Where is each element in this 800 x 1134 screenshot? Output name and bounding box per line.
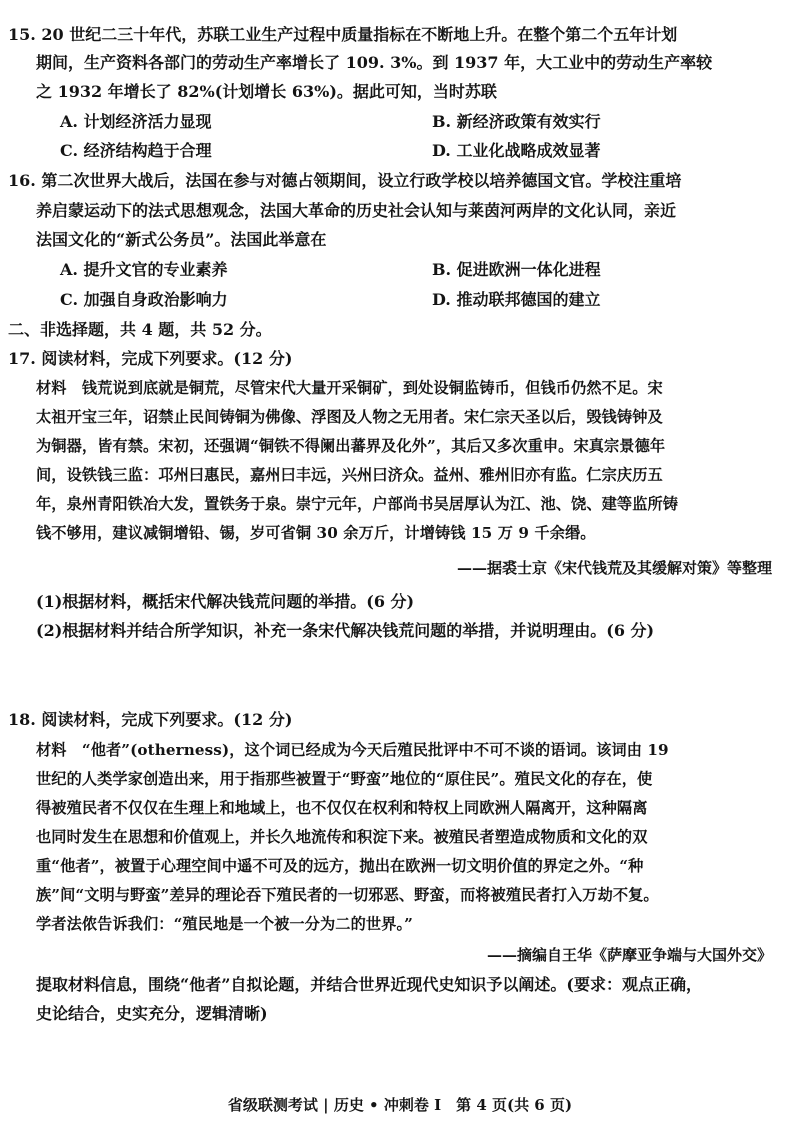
q18-material-line-2: 世纪的人类学家创造出来，用于指那些被置于“野蛮”地位的“原住民”。殖民文化的存在，使 xyxy=(36,770,653,788)
q18-material-line-5: 重“他者”，被置于心理空间中遥不可及的远方，抛出在欧洲一切文明价值的界定之外。“种 xyxy=(36,857,644,875)
q16-stem-line-1: 16. 第二次世界大战后，法国在参与对德占领期间，设立行政学校以培养德国文官。学校注重培 xyxy=(8,171,682,190)
q15-option-a: A. 计划经济活力显现 xyxy=(60,112,212,131)
q17-material-line-1: 材料 钱荒说到底就是铜荒，尽管宋代大量开采铜矿，到处设铜监铸币，但钱币仍然不足。宋 xyxy=(36,379,663,397)
q17-material-line-3: 为铜器，皆有禁。宋初，还强调“铜铁不得阑出蕃界及化外”，其后又多次重申。宋真宗景德年 xyxy=(36,437,666,455)
q17-source: ——据裘士京《宋代钱荒及其缓解对策》等整理 xyxy=(456,559,772,577)
q18-requirement-line-2: 史论结合，史实充分，逻辑清晰) xyxy=(36,1004,268,1023)
q17-question-1: (1)根据材料，概括宋代解决钱荒问题的举措。(6 分) xyxy=(36,592,415,611)
q15-stem-line-1: 15. 20 世纪二三十年代，苏联工业生产过程中质量指标在不断地上升。在整个第二个五年计划 xyxy=(8,25,678,44)
q18-requirement-line-1: 提取材料信息，围绕“他者”自拟论题，并结合世界近现代史知识予以阐述。(要求：观点正确， xyxy=(36,975,702,994)
q18-material-line-1: 材料 “他者”(otherness)，这个词已经成为今天后殖民批评中不可不谈的语词。该词由 19 xyxy=(36,741,669,759)
q17-material-line-6: 钱不够用，建议减铜增铅、锡，岁可省铜 30 余万斤，计增铸钱 15 万 9 千余缗。 xyxy=(36,524,596,542)
q15-option-d: D. 工业化战略成效显著 xyxy=(432,141,601,160)
section-2-heading: 二、非选择题，共 4 题，共 52 分。 xyxy=(8,320,272,339)
q17-material-line-5: 年，泉州青阳铁冶大发，置铁务于泉。崇宁元年，户部尚书吴居厚认为江、池、饶、建等监所铸 xyxy=(36,495,679,513)
q16-option-a: A. 提升文官的专业素养 xyxy=(60,260,228,279)
q16-option-d: D. 推动联邦德国的建立 xyxy=(432,290,601,309)
q18-material-line-7: 学者法侬告诉我们：“殖民地是一个被一分为二的世界。” xyxy=(36,915,413,933)
q18-material-line-6: 族”间“文明与野蛮”差异的理论吞下殖民者的一切邪恶、野蛮，而将被殖民者打入万劫不复。 xyxy=(36,886,659,904)
q17-title: 17. 阅读材料，完成下列要求。(12 分) xyxy=(8,349,293,368)
q18-material-line-3: 得被殖民者不仅仅在生理上和地域上，也不仅仅在权利和特权上同欧洲人隔离开，这种隔离 xyxy=(36,799,648,817)
q15-option-b: B. 新经济政策有效实行 xyxy=(432,112,601,131)
q16-stem-line-3: 法国文化的“新式公务员”。法国此举意在 xyxy=(36,230,327,249)
q16-option-c: C. 加强自身政治影响力 xyxy=(60,290,228,309)
q16-stem-line-2: 养启蒙运动下的法式思想观念，法国大革命的历史社会认知与莱茵河两岸的文化认同，亲近 xyxy=(36,201,677,220)
q17-material-line-2: 太祖开宝三年，诏禁止民间铸铜为佛像、浮图及人物之无用者。宋仁宗天圣以后，毁钱铸钟及 xyxy=(36,408,663,426)
q18-title: 18. 阅读材料，完成下列要求。(12 分) xyxy=(8,710,293,729)
q17-question-2: (2)根据材料并结合所学知识，补充一条宋代解决钱荒问题的举措，并说明理由。(6 分) xyxy=(36,621,655,640)
q18-material-line-4: 也同时发生在思想和价值观上，并长久地流传和积淀下来。被殖民者塑造成物质和文化的双 xyxy=(36,828,648,846)
page-footer: 省级联测考试 | 历史 • 冲刺卷 I 第 4 页(共 6 页) xyxy=(227,1096,573,1114)
q15-stem-line-2: 期间，生产资料各部门的劳动生产率增长了 109. 3%。到 1937 年，大工业中的劳动生产率较 xyxy=(36,53,713,72)
q18-source: ——摘编自王华《萨摩亚争端与大国外交》 xyxy=(486,946,772,964)
q15-option-c: C. 经济结构趋于合理 xyxy=(60,141,212,160)
q16-option-b: B. 促进欧洲一体化进程 xyxy=(432,260,601,279)
q17-material-line-4: 间，设铁钱三监：邛州曰惠民，嘉州曰丰远，兴州曰济众。益州、雅州旧亦有监。仁宗庆历五 xyxy=(36,466,663,484)
q15-stem-line-3: 之 1932 年增长了 82%(计划增长 63%)。据此可知，当时苏联 xyxy=(36,82,497,101)
